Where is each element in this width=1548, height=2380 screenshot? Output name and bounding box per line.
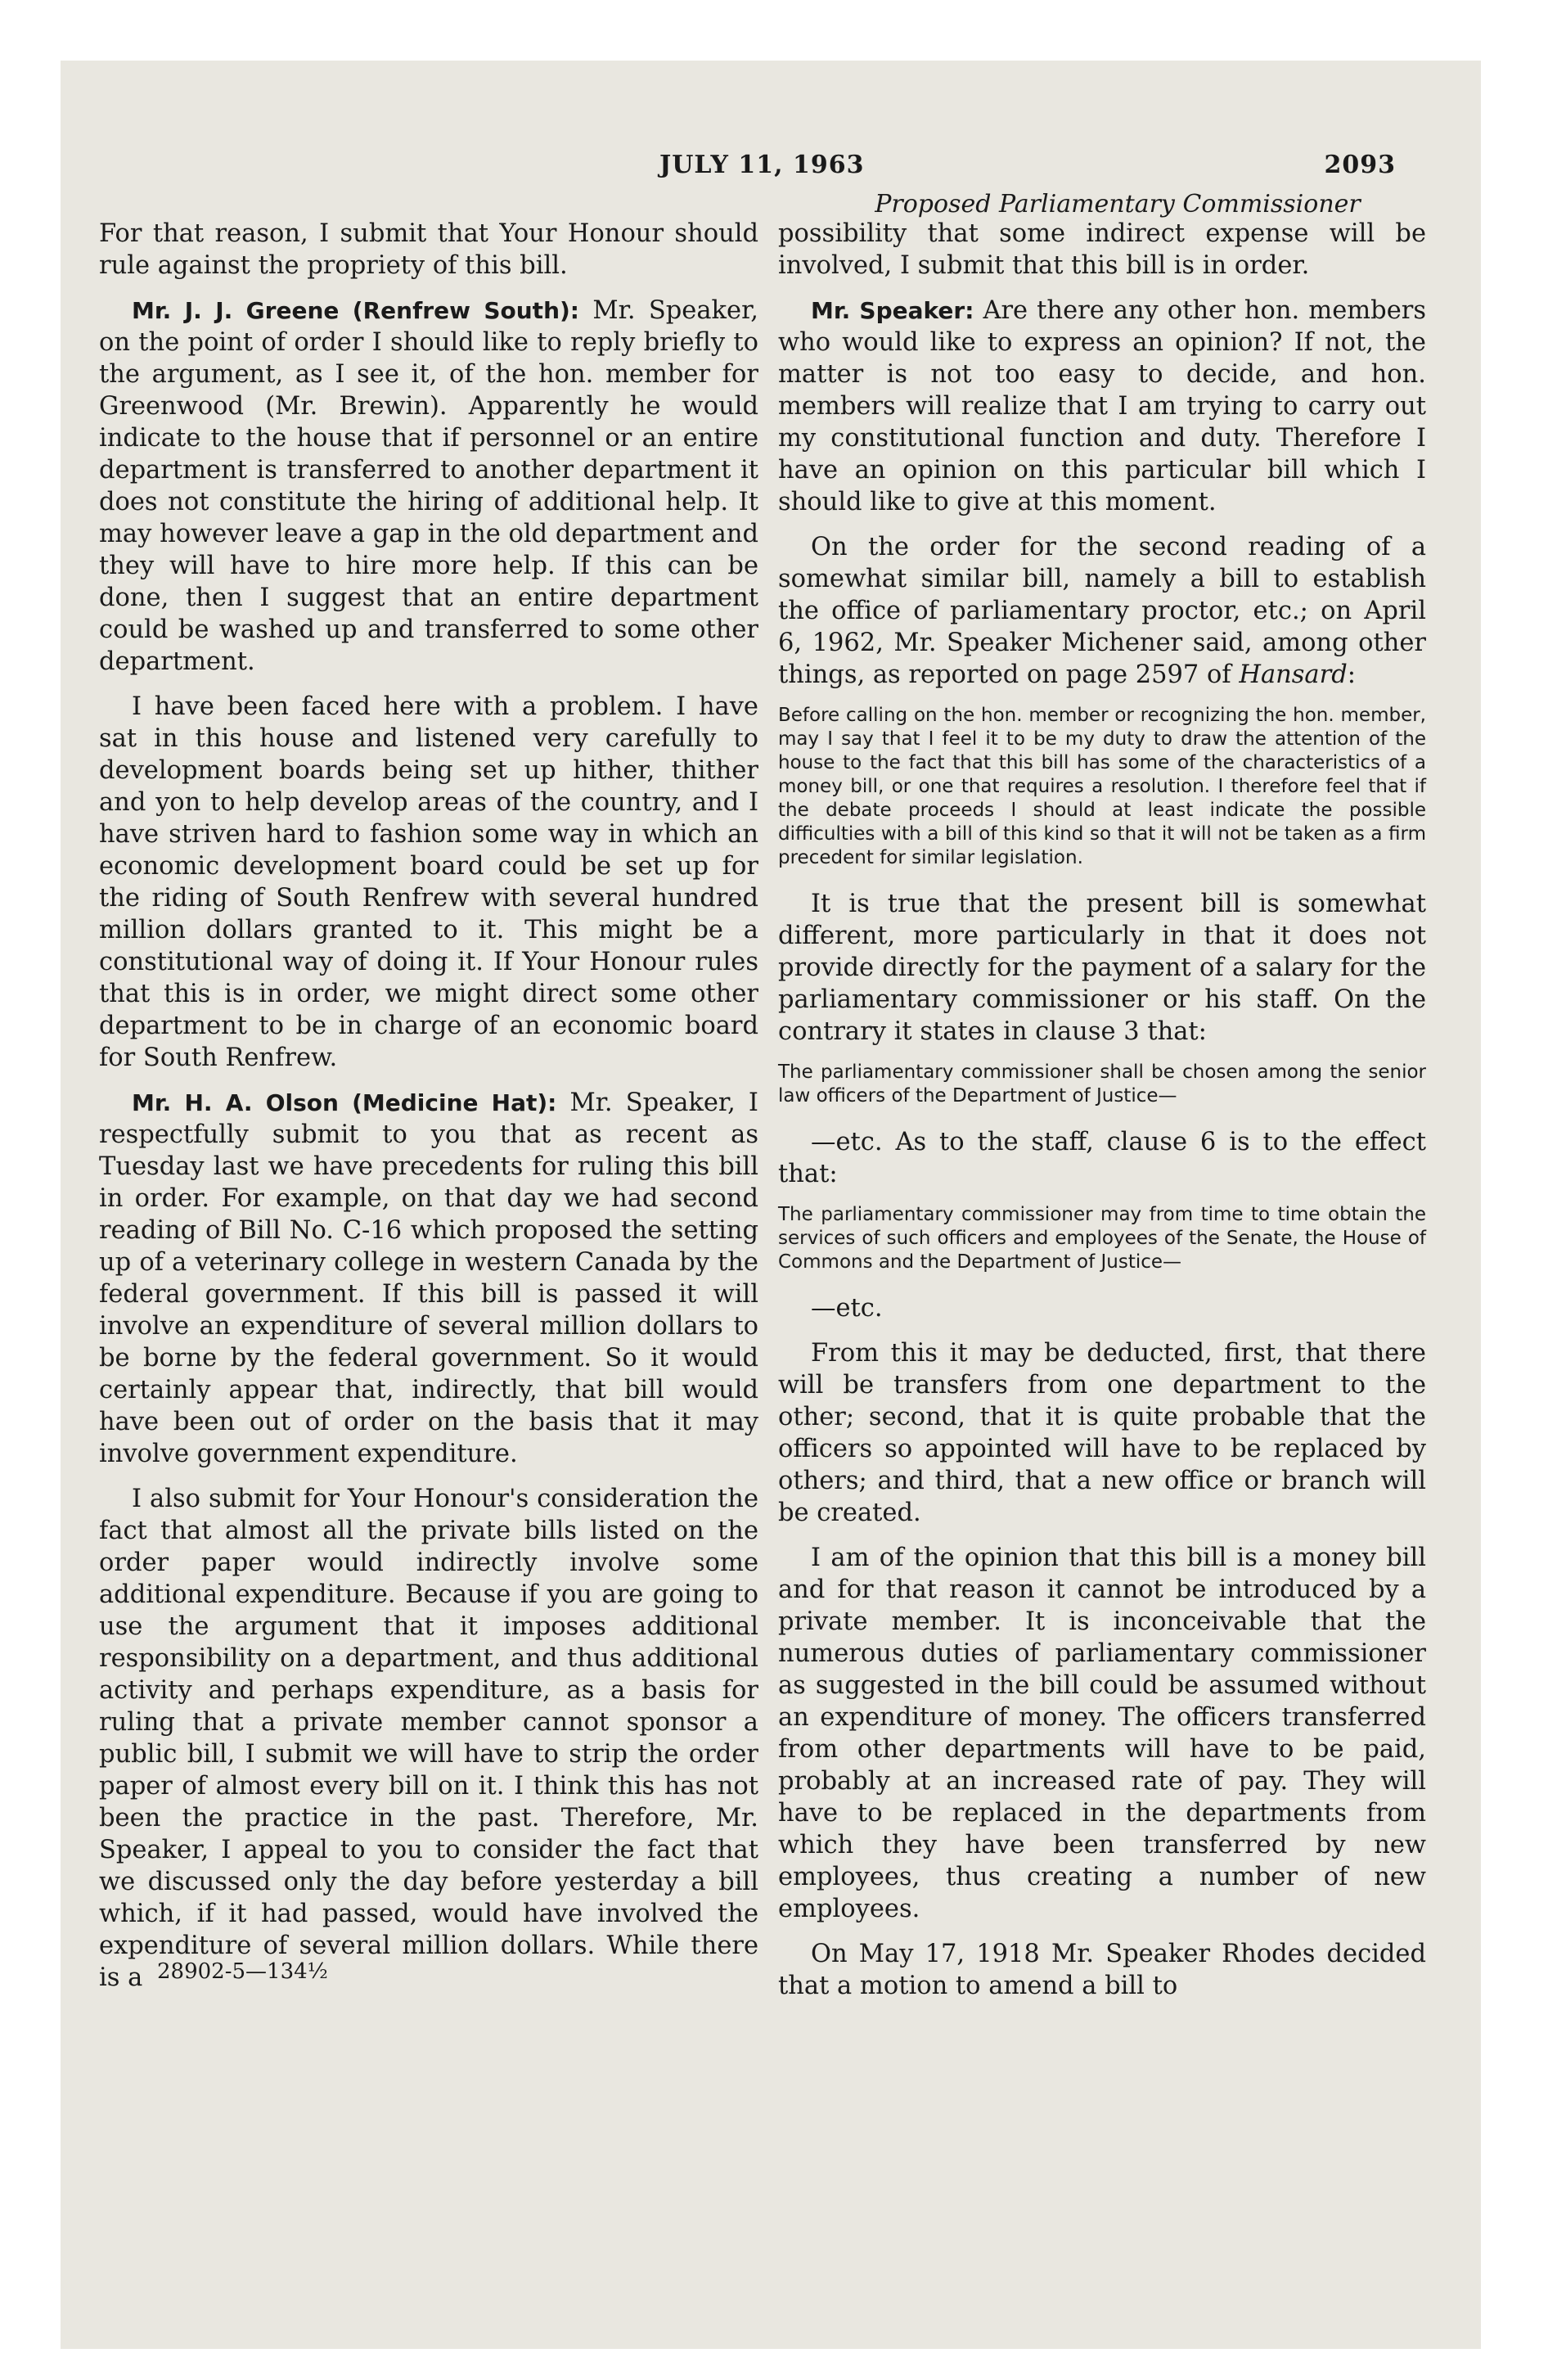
paragraph: I have been faced here with a problem. I have sat in this house and listened very carefully to development boards being set up hither, thither and yon to help develop areas of the country, and I have striven hard to fashion some way in which an economic development board could be set up for the riding of South Renfrew with several hundred million dollars granted to it. This might be a constitutional way of doing it. If Your Honour rules that this is in order, we might direct some other department to be in charge of an economic board for South Renfrew.: [99, 692, 758, 1072]
block-quote: The parliamentary commissioner may from time to time obtain the services of such officers and employees of the Senate, the House of Commons and the Department of Justice—: [778, 1204, 1426, 1273]
speech-text: Mr. Speaker, on the point of order I should like to reply briefly to the argument, as I see it, of the hon. member for Greenwood (Mr. Brewin). Apparently he would indicate to the house that if personnel or an entire department is transferred to another department it does not constitute the hiring of additional help. It may however leave a gap in the old department and they will have to hire more help. If this can be done, then I suggest that an entire department could be washed up and transferred to some other department.: [99, 296, 758, 676]
paragraph: I also submit for Your Honour's consideration the fact that almost all the private bills listed on the order paper would indirectly involve some additional expenditure. Because if you are going to use the argument that it imposes additional responsibility on a department, and thus additional activity and perhaps expenditure, as a basis for ruling that a private member cannot sponsor a public bill, I submit we will have to strip the order paper of almost every bill on it. I think this has not been the practice in the past. Therefore, Mr. Speaker, I appeal to you to consider the fact that we discussed only the day before yesterday a bill which, if it had passed, would have involved the expenditure of several million dollars. While there is a: [99, 1485, 758, 1992]
header-date: JULY 11, 1963: [659, 151, 865, 179]
paragraph: It is true that the present bill is somewhat different, more particularly in that it does not provide directly for the payment of a salary for the parliamentary commissioner or his staff. On the contrary it states in clause 3 that:: [778, 890, 1426, 1046]
right-column: [778, 218, 1426, 2015]
paragraph: —etc.: [811, 1294, 883, 1323]
paragraph-text: On the order for the second reading of a somewhat similar bill, namely a bill to establish the office of parliamentary proctor, etc.; on April 6, 1962, Mr. Speaker Michener said, among other things, as reported on page 2597 of: [778, 533, 1426, 689]
speaker-name: Mr. J. J. Greene (Renfrew South):: [132, 297, 579, 324]
page-number: 2093: [1324, 151, 1396, 179]
speech-text: Are there any other hon. members who would like to express an opinion? If not, the matter is not too easy to decide, and hon. members will realize that I am trying to carry out my constitutional function and duty. Therefore I have an opinion on this particular bill which I should like to give at this moment.: [778, 296, 1426, 516]
paragraph: I am of the opinion that this bill is a money bill and for that reason it cannot be introduced by a private member. It is inconceivable that the numerous duties of parliamentary commissioner as suggested in the bill could be assumed without an expenditure of money. The officers transferred from other departments will have to be paid, probably at an increased rate of pay. They will have to be replaced in the departments from which they have been transferred by new employees, thus creating a number of new employees.: [778, 1544, 1426, 1923]
hansard-title: Hansard: [1239, 660, 1348, 689]
speech-text: Mr. Speaker, I respectfully submit to you that as recent as Tuesday last we have precedents for ruling this bill in order. For example, on that day we had second reading of Bill No. C-16 which proposed the setting up of a veterinary college in western Canada by the federal government. If this bill is passed it will involve an expenditure of several million dollars to be borne by the federal government. So it would certainly appear that, indirectly, that bill would have been out of order on the basis that it may involve government expenditure.: [99, 1089, 758, 1468]
block-quote: Before calling on the hon. member or recognizing the hon. member, may I say that I feel it to be my duty to draw the attention of the house to the fact that this bill has some of the characteristics of a money bill, or one that requires a resolution. I therefore feel that if the debate proceeds I should at least indicate the possible difficulties with a bill of this kind so that it will not be taken as a firm precedent for similar legislation.: [778, 705, 1426, 868]
paragraph: [778, 295, 1426, 518]
speaker-name: Mr. H. A. Olson (Medicine Hat):: [132, 1089, 557, 1116]
speaker-name: Mr. Speaker:: [811, 297, 974, 324]
paragraph: —etc. As to the staff, clause 6 is to the effect that:: [778, 1128, 1426, 1188]
paragraph: [99, 295, 758, 678]
paragraph-text: :: [1347, 660, 1357, 689]
paragraph: [778, 531, 1426, 691]
running-subtitle: Proposed Parliamentary Commissioner: [875, 190, 1361, 219]
paragraph: [99, 1087, 758, 1470]
document-page: [61, 61, 1481, 2349]
paragraph: On May 17, 1918 Mr. Speaker Rhodes decided that a motion to amend a bill to: [778, 1940, 1426, 2000]
paragraph: For that reason, I submit that Your Honour should rule against the propriety of this bill.: [99, 219, 758, 280]
print-code: 28902-5—134½: [157, 1959, 328, 1984]
paragraph: From this it may be deducted, first, that there will be transfers from one department to the other; second, that it is quite probable that the officers so appointed will have to be replaced by others; and third, that a new office or branch will be created.: [778, 1339, 1426, 1527]
paragraph: possibility that some indirect expense will be involved, I submit that this bill is in order.: [778, 219, 1426, 280]
left-column: [99, 218, 758, 2007]
block-quote: The parliamentary commissioner shall be chosen among the senior law officers of the Department of Justice—: [778, 1062, 1426, 1107]
